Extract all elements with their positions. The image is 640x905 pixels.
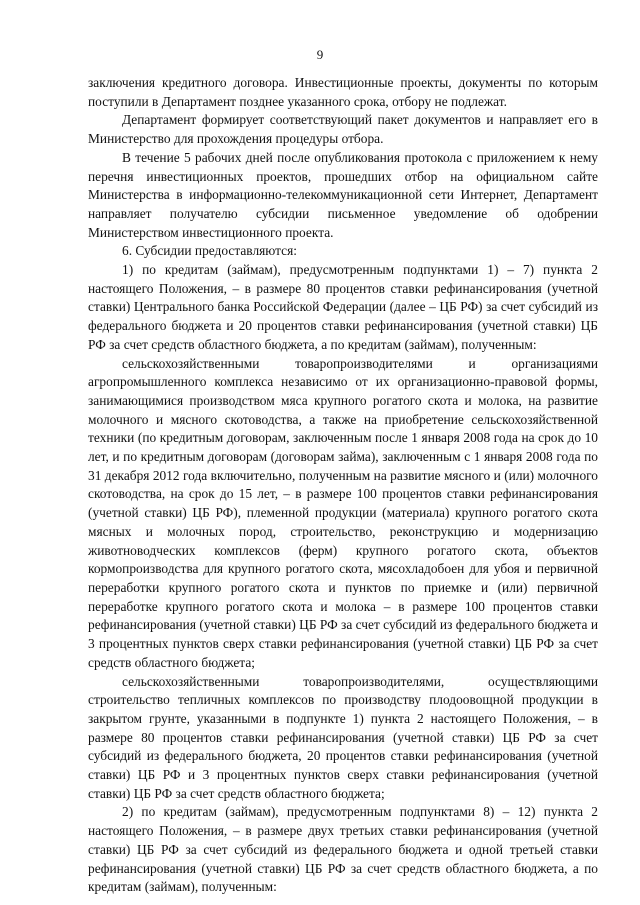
paragraph-application-deadline: заключения кредитного договора. Инвестиционные проекты, документы по которым поступили в Департамент позднее указанного срока, отбору не подлежат. <box>88 75 598 109</box>
document-body <box>88 74 598 897</box>
page-number: 9 <box>316 47 324 62</box>
paragraph-clause-6-heading: 6. Субсидии предоставляются: <box>122 243 297 259</box>
paragraph-notification: В течение 5 рабочих дней после опубликования протокола с приложением к нему перечня инвестиционных проектов, прошедших отбор на официальном сайте Министерства в информационно-телекоммуникационной сети Интернет, Департамент направляет получателю субсидии письменное уведомление об одобрении Министерством инвестиционного проекта. <box>88 149 598 240</box>
paragraph-greenhouse-producers: сельскохозяйственными товаропроизводителями, осуществляющими строительство тепличных комплексов по производству плодоовощной продукции в закрытом грунте, указанными в подпункте 1) пункта 2 настоящего Положения, – в размере 80 процентов ставки рефинансирования (учетной ставки) ЦБ РФ за счет субсидий из федерального бюджета, 20 процентов ставки рефинансирования (учетной ставки) ЦБ РФ и 3 процентных пунктов сверх ставки рефинансирования (учетной ставки) ЦБ РФ за счет средств областного бюджета; <box>88 673 598 801</box>
paragraph-department-package: Департамент формирует соответствующий пакет документов и направляет его в Министерство для прохождения процедуры отбора. <box>88 112 598 147</box>
paragraph-subclause-1: 1) по кредитам (займам), предусмотренным подпунктами 1) – 7) пункта 2 настоящего Положения, – в размере 80 процентов ставки рефинансирования (учетной ставки) Центрального банка Российской Федерации (далее – ЦБ РФ) за счет субсидий из федерального бюджета и 20 процентов ставки рефинансирования (учетной ставки) ЦБ РФ за счет средств областного бюджета, а по кредитам (займам), полученным: <box>88 262 598 352</box>
paragraph-cattle-producers: сельскохозяйственными товаропроизводителями и организациями агропромышленного комплекса независимо от их организационно-правовой формы, занимающимися производством мяса крупного рогатого скота и молока, на развитие молочного и мясного скотоводства, а также на приобретение сельскохозяйственной техники (по кредитным договорам, заключенным после 1 января 2008 года на срок до 10 лет, и по кредитным договорам (договорам займа), заключенным с 1 января 2008 года по 31 декабря 2012 года включительно, полученным на развитие мясного и (или) молочного скотоводства, на срок до 15 лет, – в размере 100 процентов ставки рефинансирования (учетной ставки) ЦБ РФ), племенной продукции (материала) крупного рогатого скота мясных и молочных пород, строительство, реконструкцию и модернизацию животноводческих комплексов (ферм) крупного рогатого скота, объектов кормопроизводства для крупного рогатого скота, мясохладобоен для убоя и первичной переработки крупного рогатого скота и пунктов по приемке и (или) первичной переработке крупного рогатого скота и молока – в размере 100 процентов ставки рефинансирования (учетной ставки) ЦБ РФ за счет субсидий из федерального бюджета и 3 процентных пунктов сверх ставки рефинансирования (учетной ставки) ЦБ РФ за счет средств областного бюджета; <box>88 355 598 670</box>
paragraph-subclause-2: 2) по кредитам (займам), предусмотренным подпунктами 8) – 12) пункта 2 настоящего Положения, – в размере двух третьих ставки рефинансирования (учетной ставки) ЦБ РФ за счет субсидий из федерального бюджета и одной третьей ставки рефинансирования (учетной ставки) ЦБ РФ за счет средств областного бюджета, а по кредитам (займам), полученным: <box>88 804 598 895</box>
